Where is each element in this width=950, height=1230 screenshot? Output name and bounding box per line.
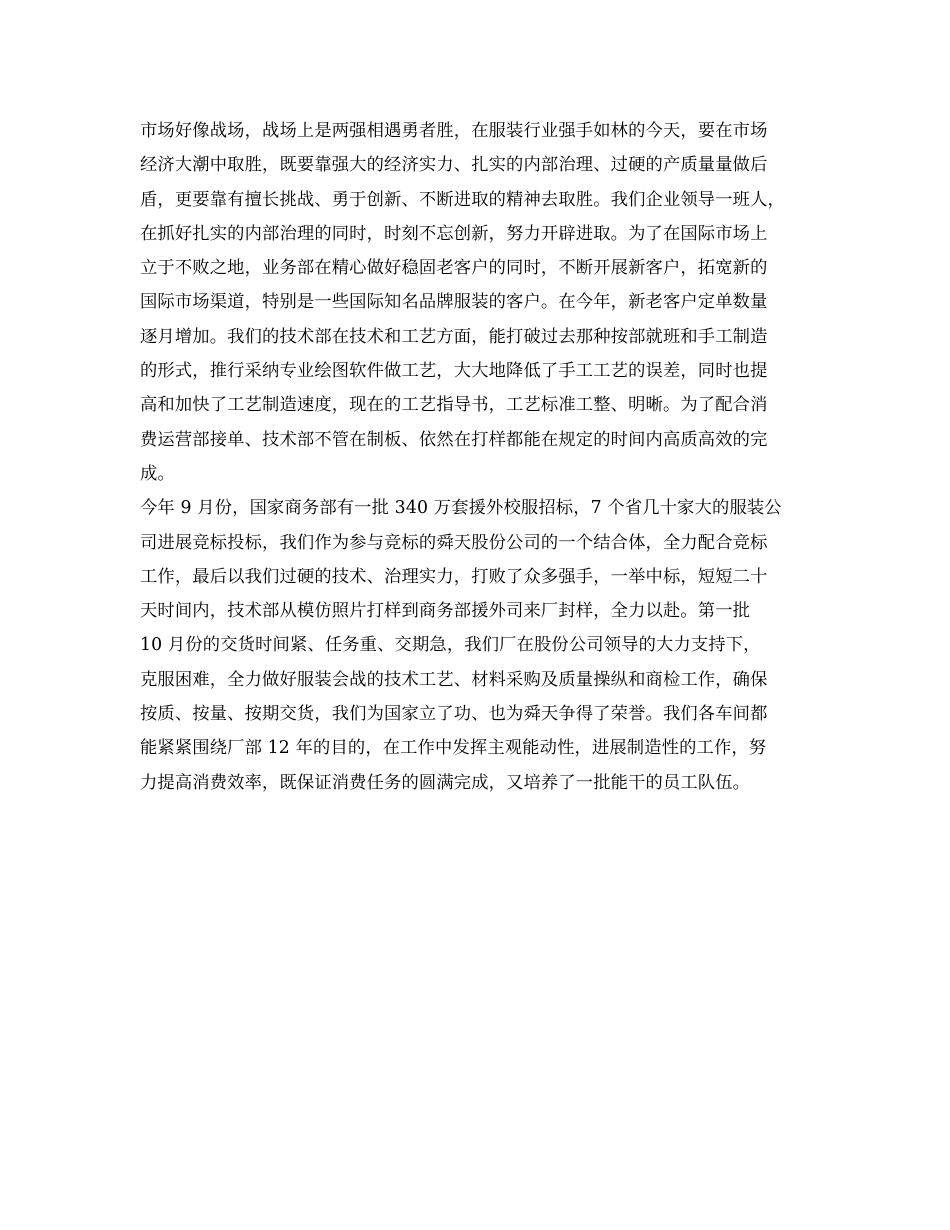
text-line: 按质、按量、按期交货，我们为国家立了功、也为舜天争得了荣誉。我们各车间都	[140, 704, 768, 725]
text-line: 司进展竞标投标，我们作为参与竞标的舜天股份公司的一个结合体，全力配合竞标	[140, 532, 768, 553]
text-line: 成。	[140, 463, 175, 484]
text-line: 高和加快了工艺制造速度，现在的工艺指导书，工艺标准工整、明晰。为了配合消	[140, 395, 768, 416]
text-line: 工作，最后以我们过硬的技术、治理实力，打败了众多强手，一举中标，短短二十	[140, 566, 768, 587]
text-line: 立于不败之地，业务部在精心做好稳固老客户的同时，不断开展新客户，拓宽新的	[140, 258, 768, 279]
paragraph-2	[140, 491, 830, 800]
text-line: 天时间内，技术部从模仿照片打样到商务部援外司来厂封样，全力以赴。第一批	[140, 601, 751, 622]
text-line: 克服困难，全力做好服装会战的技术工艺、材料采购及质量操纵和商检工作，确保	[140, 669, 768, 690]
paragraph-1	[140, 114, 830, 491]
text-line: 经济大潮中取胜，既要靠强大的经济实力、扎实的内部治理、过硬的产质量量做后	[140, 155, 768, 176]
text-line: 逐月增加。我们的技术部在技术和工艺方面，能打破过去那种按部就班和手工制造	[140, 326, 768, 347]
text-line: 力提高消费效率，既保证消费任务的圆满完成，又培养了一批能干的员工队伍。	[140, 772, 751, 793]
text-line: 国际市场渠道，特别是一些国际知名品牌服装的客户。在今年，新老客户定单数量	[140, 292, 768, 313]
text-line: 今年 9 月份，国家商务部有一批 340 万套援外校服招标，7 个省几十家大的服装公	[140, 498, 782, 519]
document-body	[140, 114, 830, 800]
text-line: 能紧紧围绕厂部 12 年的目的，在工作中发挥主观能动性，进展制造性的工作，努	[140, 738, 767, 759]
text-line: 10 月份的交货时间紧、任务重、交期急，我们厂在股份公司领导的大力支持下，	[140, 635, 761, 656]
text-line: 的形式，推行采纳专业绘图软件做工艺，大大地降低了手工工艺的误差，同时也提	[140, 361, 768, 382]
text-line: 在抓好扎实的内部治理的同时，时刻不忘创新，努力开辟进取。为了在国际市场上	[140, 223, 768, 244]
text-line: 盾，更要靠有擅长挑战、勇于创新、不断进取的精神去取胜。我们企业领导一班人，	[140, 189, 785, 210]
text-line: 市场好像战场，战场上是两强相遇勇者胜，在服装行业强手如林的今天，要在市场	[140, 121, 768, 141]
text-line: 费运营部接单、技术部不管在制板、依然在打样都能在规定的时间内高质高效的完	[140, 429, 768, 450]
